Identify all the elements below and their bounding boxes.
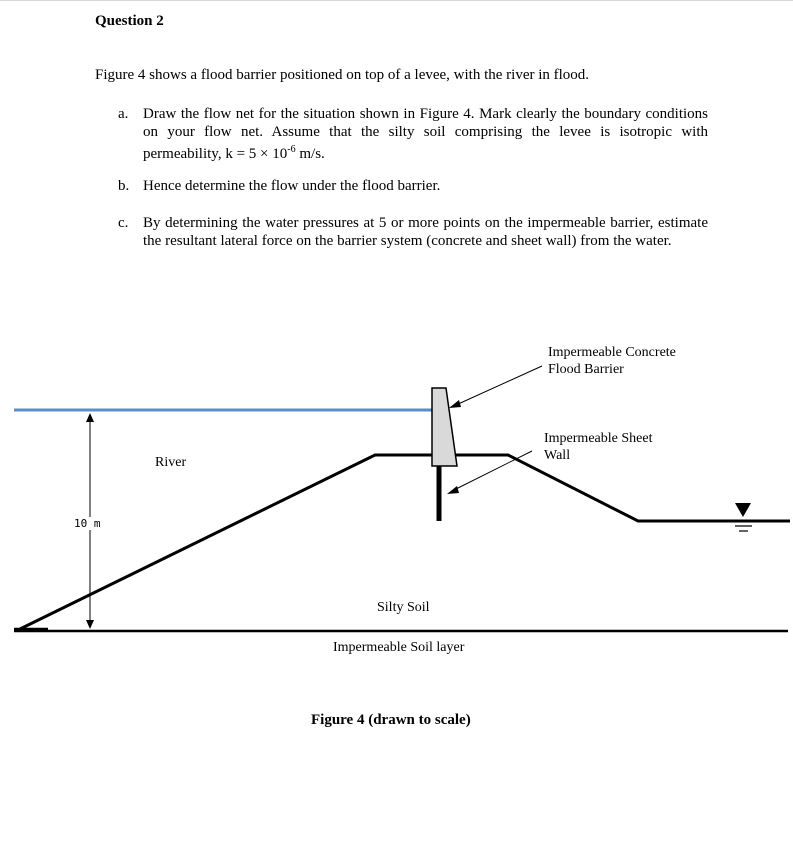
sheet-wall-leader-line xyxy=(454,451,532,490)
concrete-barrier-leader-line xyxy=(456,366,542,405)
part-b-marker: b. xyxy=(118,178,130,194)
part-c-marker: c. xyxy=(118,215,129,231)
dimension-label-10m: 10 m xyxy=(74,517,101,530)
part-c-text: By determining the water pressures at 5 or more points on the impermeable barrier, estimate the resultant lateral force on the barrier system (concrete and sheet wall) from the water. xyxy=(143,215,708,249)
part-a-marker: a. xyxy=(118,106,129,122)
dimension-arrow-up xyxy=(86,413,94,422)
water-table-triangle xyxy=(731,503,756,531)
impermeable-layer-label: Impermeable Soil layer xyxy=(333,640,465,655)
silty-soil-label: Silty Soil xyxy=(377,600,430,615)
river-label: River xyxy=(155,455,187,470)
sheet-wall-label: Impermeable Sheet Wall xyxy=(544,431,653,463)
part-b-text: Hence determine the flow under the flood barrier. xyxy=(143,178,441,194)
concrete-flood-barrier xyxy=(432,388,457,466)
sheet-wall-leader-arrowhead xyxy=(447,486,459,494)
question-title: Question 2 xyxy=(95,13,164,29)
part-a-text: Draw the flow net for the situation shown in Figure 4. Mark clearly the boundary conditions on your flow net. Assume that the silty soil comprising the levee is isotropic with permeability, $k = 5 \times 10^{-6}$ m/s. xyxy=(143,106,708,162)
figure-caption: Figure 4 (drawn to scale) xyxy=(311,712,471,728)
concrete-barrier-leader-arrowhead xyxy=(449,400,461,408)
question-intro: Figure 4 shows a flood barrier positioned on top of a levee, with the river in flood. xyxy=(95,67,590,83)
concrete-barrier-label: Impermeable Concrete Flood Barrier xyxy=(548,345,676,377)
dimension-arrow-down xyxy=(86,620,94,629)
